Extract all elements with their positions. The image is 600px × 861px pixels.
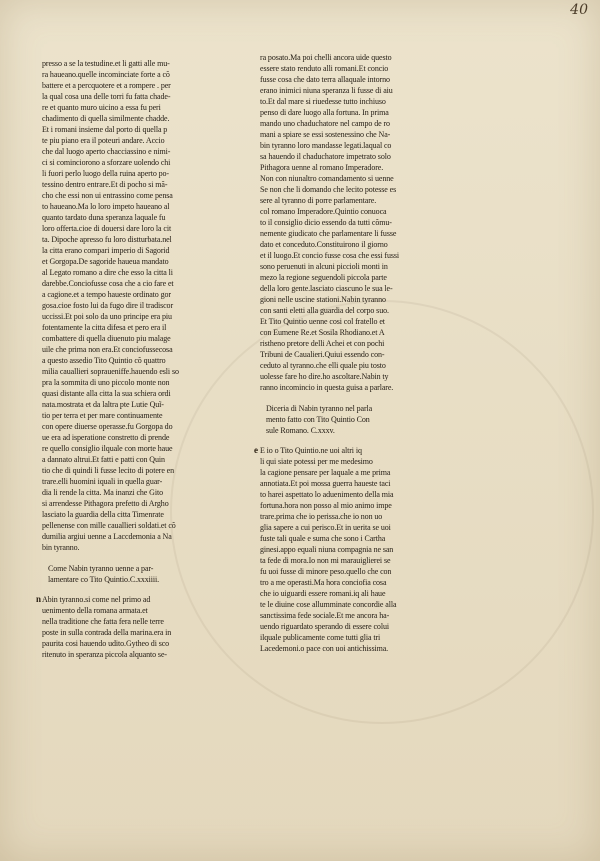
text-line: to.Et dal mare si riuedesse tutto inchiuso: [260, 97, 386, 106]
text-line: Non con niunaltro comandamento si uenne: [260, 174, 394, 183]
text-line: ginesi.appo equali niuna compagnia ne san: [260, 545, 394, 554]
left-column-text: [42, 58, 222, 553]
text-line: tro a me operasti.Ma hora conciofia cosa: [260, 578, 387, 587]
text-line: li fuori perlo luogo della ruina aperto po-: [42, 169, 169, 178]
text-line: dia li rende la citta. Ma inanzi che Gito: [42, 488, 163, 497]
text-line: la citta erano compari imperio di Sagorid: [42, 246, 170, 255]
text-line: re quello consiglio ilquale con morte haue: [42, 444, 173, 453]
text-line: con Eumene Re.et Sosila Rhodiano.et A: [260, 328, 385, 337]
text-line: paurita cosi hauendo udito.Gytheo di sco: [42, 639, 170, 648]
folio-number: 40: [570, 2, 588, 18]
right-chapter-paragraph: [254, 445, 440, 654]
text-line: uendo riguardato sperando di essere colui: [260, 622, 389, 631]
text-line: ue era ad isperatione constretto di prende: [42, 433, 170, 442]
text-line: Come Nabin tyranno uenne a par-: [48, 564, 154, 573]
text-line: nata.mostrata et da laltra pte Lutie Quĩ-: [42, 400, 164, 409]
text-line: che dal luogo aperto chacciassino e nimi-: [42, 147, 171, 156]
text-line: essere stato renduto alli romani.Et concio: [260, 64, 389, 73]
text-line: gioni nelle uscine stationi.Nabin tyranno: [260, 295, 386, 304]
left-column: [36, 58, 222, 660]
text-line: che io uiguardi essere romani.iq ali haue: [260, 589, 386, 598]
text-line: ra haueano.quelle incominciate forte a cõ: [42, 70, 170, 79]
text-line: Diceria di Nabin tyranno nel parla: [266, 404, 373, 413]
text-line: la cagione pensare per laquale a me prima: [260, 468, 391, 477]
text-line: Tribuni de Caualieri.Quiui essendo con-: [260, 350, 385, 359]
text-line: glia sapere a cui perisco.Et in uerita se uoi: [260, 523, 391, 532]
text-line: fortuna.hora non posso al mio animo impe: [260, 501, 392, 510]
text-line: bin tyranno.: [42, 543, 80, 552]
text-line: li qui siate potessi per me medesimo: [260, 457, 373, 466]
text-line: trare.prima che io perissa.che io non uo: [260, 512, 383, 521]
text-line: mezo la regione seguendoli piccola parte: [260, 273, 387, 282]
text-line: della loro gente.lasciato ciascuno le sua le-: [260, 284, 393, 293]
text-line: col romano Imperadore.Quintio conuoca: [260, 207, 387, 216]
text-line: to il consiglio dicio essendo da tutti cõmu-: [260, 218, 392, 227]
text-line: Et i romani insieme dal porto di quella p: [42, 125, 168, 134]
text-line: penso di dare luogo alla fortuna. In prima: [260, 108, 389, 117]
text-line: uenimento della romana armata.et: [42, 606, 148, 615]
left-chapter-text: [42, 594, 222, 660]
right-chapter-text: [260, 445, 440, 654]
text-line: mento fatto con Tito Quintio Con: [266, 415, 370, 424]
text-line: fotentamente la citta difesa et pero era il: [42, 323, 167, 332]
text-line: bin tyranno loro mandasse legati.laqual co: [260, 141, 392, 150]
text-line: et il luogo.Et concio fusse cosa che essi fussi: [260, 251, 400, 260]
text-line: Lacedemoni.o pace con uoi antichissima.: [260, 644, 389, 653]
text-line: gosa.cioe fosto lui da fugo dire il tradiscor: [42, 301, 174, 310]
text-line: annotiata.Et poi mossa guerra haueste taci: [260, 479, 391, 488]
text-line: pellenense con mille cauallieri soldati.et cõ: [42, 521, 176, 530]
text-line: tio per terra et per mare continuamente: [42, 411, 163, 420]
right-column: [254, 52, 440, 654]
text-line: sa hauendo il chaduchatore impetrato solo: [260, 152, 391, 161]
text-line: dato et conceduto.Constituirono il giorno: [260, 240, 388, 249]
text-line: fu uoi fusse di minore peso.quello che con: [260, 567, 392, 576]
chapter-heading-xxxv: [266, 403, 440, 436]
text-line: mani a spiare se essi sostenessino che Na-: [260, 130, 391, 139]
text-line: Se non che li domando che lecito potesse es: [260, 185, 397, 194]
text-line: darebbe.Conciofusse cosa che a cio fare et: [42, 279, 174, 288]
text-line: presso a se la testudine.et li gatti alle mu-: [42, 59, 170, 68]
text-line: tessino dentro entrare.Et di pocho si mã-: [42, 180, 168, 189]
text-line: con santi eletti alla guardia del corpo suo.: [260, 306, 389, 315]
text-line: a questo assedio Tito Quintio cõ quattro: [42, 356, 166, 365]
chapter-heading-xxxiiii: [48, 563, 222, 585]
text-line: ilquale publicamente come tutti glia tri: [260, 633, 381, 642]
text-line: con opere diuerse operasse.fu Gorgopa do: [42, 422, 173, 431]
text-line: poste in sulla contrada della marina.era in: [42, 628, 172, 637]
text-line: fuste tali quale e suma che sono i Cartha: [260, 534, 386, 543]
text-line: ci si cominciorono a sforzare uolendo chi: [42, 158, 171, 167]
text-line: chadimento di quella similmente chadde.: [42, 114, 170, 123]
right-column-text: [260, 52, 440, 393]
text-line: Pithagora uenne al romano Imperadore.: [260, 163, 384, 172]
text-line: si arrendesse Pithagora prefetto di Argho: [42, 499, 169, 508]
text-line: al Legato romano a dire che esso la citta li: [42, 268, 173, 277]
text-line: mando uno chaduchatore nel campo de ro: [260, 119, 390, 128]
text-line: lamentare co Tito Quintio.C.xxxiiii.: [48, 575, 160, 584]
text-line: ritenuto in speranza piccola alquanto se-: [42, 650, 167, 659]
text-line: uolesse fare ho dire.ho ascoltare.Nabin ty: [260, 372, 389, 381]
text-line: pra la sommita di uno piccolo monte non: [42, 378, 170, 387]
text-line: a dannato altrui.Et fatti e patti con Quin: [42, 455, 165, 464]
text-line: E io o Tito Quintio.ne uoi altri iq: [260, 446, 362, 455]
text-line: lasciato la guardia della citta Timenrate: [42, 510, 164, 519]
text-line: cho che essi non ui entrassino come pensa: [42, 191, 173, 200]
text-line: sule Romano. C.xxxv.: [266, 426, 335, 435]
text-line: et Gorgopa.De sagoride haueua mandato: [42, 257, 169, 266]
text-line: fusse cosa che dato terra allaquale intorno: [260, 75, 390, 84]
text-line: ceduto al tyranno.che elli quale piu tosto: [260, 361, 386, 370]
initial-letter: e: [254, 445, 258, 455]
text-line: a cagione.et a tempo haueste ordinato gor: [42, 290, 171, 299]
text-line: nemente giudicato che parlamentare li fusse: [260, 229, 397, 238]
text-line: sanctissima fede sociale.Et me ancora ha-: [260, 611, 390, 620]
text-line: Abin tyranno.si come nel primo ad: [42, 595, 151, 604]
initial-letter: n: [36, 594, 41, 604]
text-line: uile che prima non era.Et conciofussecosa: [42, 345, 173, 354]
text-line: sono peruenuti in alcuni piccioli monti in: [260, 262, 388, 271]
text-line: to haueano.Ma lo loro impeto haueano al: [42, 202, 170, 211]
text-line: ta fede di mora.Io non mi marauiglierei se: [260, 556, 391, 565]
text-line: erano inimici niuna speranza li fusse di aiu: [260, 86, 393, 95]
text-line: loro offerta.cioe di douersi dare loro la cit: [42, 224, 172, 233]
text-line: te piu piano era il poteuri andare. Accio: [42, 136, 165, 145]
text-line: combattere di quella diuenuto piu malage: [42, 334, 171, 343]
text-line: ranno incomincio in questa guisa a parlare.: [260, 383, 394, 392]
text-line: nella traditione che fatta fera nelle terre: [42, 617, 164, 626]
text-line: battere et a percquotere et a rompere . per: [42, 81, 171, 90]
text-line: ta. Dipoche apresso fu loro distturbata.nel: [42, 235, 172, 244]
left-chapter-paragraph: [36, 594, 222, 660]
text-line: ristheno pretore delli Achei et con pochi: [260, 339, 385, 348]
text-line: tio che di quindi li fusse lecito di potere en: [42, 466, 175, 475]
text-line: uccissi.Et poi solo da uno principe era piu: [42, 312, 172, 321]
text-line: dumilia argiui uenne a Laccdemonia a Na: [42, 532, 172, 541]
text-line: la qual cosa una delle torri fu fatta chade-: [42, 92, 171, 101]
text-line: to harei aspettato lo aduenimento della mia: [260, 490, 394, 499]
text-line: trare.elli huomini iquali in quella guar-: [42, 477, 163, 486]
text-line: quasi distante alla citta la sua schiera ordi: [42, 389, 171, 398]
text-line: quanto tardato duna speranza laquale fu: [42, 213, 166, 222]
text-line: re et quanto muro uicino a essa fu peri: [42, 103, 161, 112]
text-line: Et Tito Quintio uenne cosi col fratello et: [260, 317, 385, 326]
text-line: milia cauallieri sopraueniffe.hauendo esli so: [42, 367, 179, 376]
text-line: sere al tyranno di porre parlamentare.: [260, 196, 377, 205]
text-line: te le diuine cose allumminate concordie alla: [260, 600, 397, 609]
text-line: ra posato.Ma poi chelli ancora uide questo: [260, 53, 392, 62]
